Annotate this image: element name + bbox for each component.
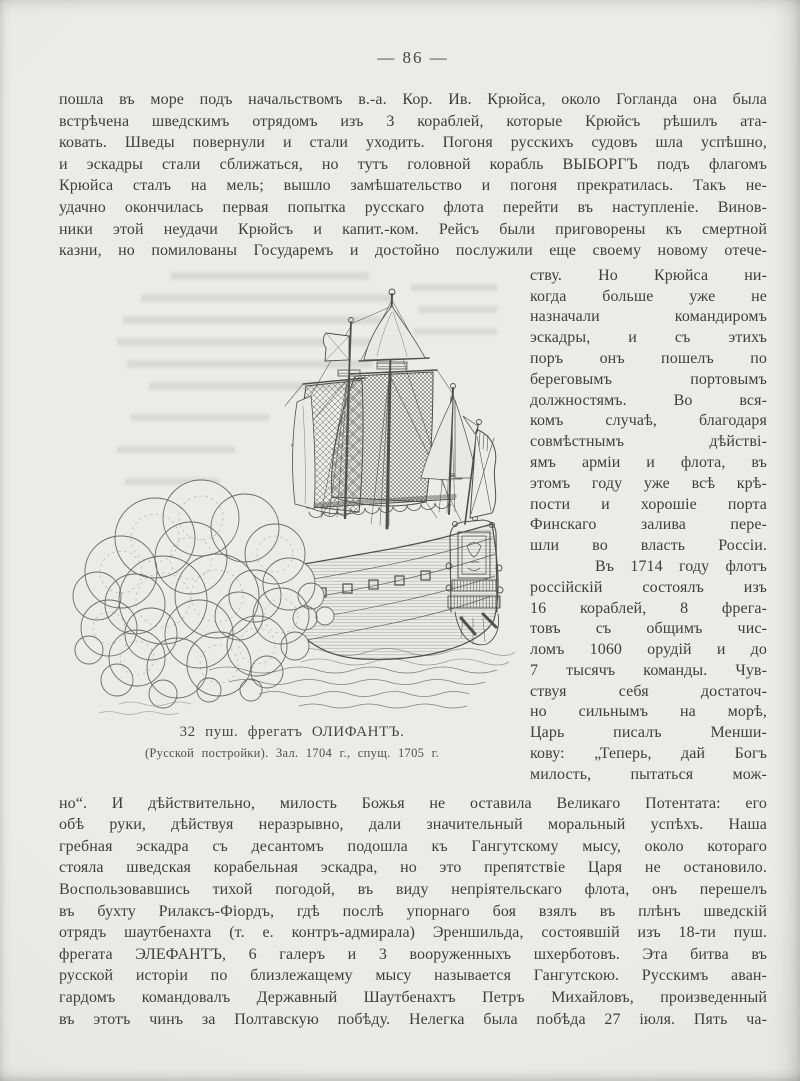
text-line: россійскій состоялъ изъ <box>530 578 767 596</box>
text-line: удачно окончилась первая попытка русскаго флота перейти въ наступленіе. Винов- <box>59 198 767 216</box>
text-line: Царь писалъ Менши- <box>530 724 767 742</box>
text-line: должностямъ. Во вся- <box>530 391 767 409</box>
ship-illustration-figure <box>59 266 525 786</box>
figure-caption-title: 32 пуш. фрегатъ ОЛИФАНТЪ. <box>179 723 405 740</box>
ship-engraving-image <box>59 266 525 718</box>
text-line: пости и хорошіе порта <box>530 495 767 513</box>
text-line: встрѣчена шведскимъ отрядомъ изъ 3 кораблей, которые Крюйсъ рѣшилъ ата- <box>59 112 767 130</box>
text-line: казни, но помилованы Государемъ и достойно послужили еще своему новому отече- <box>59 242 767 260</box>
text-line: но сильнымъ на морѣ, <box>530 703 767 721</box>
text-line: русской исторіи по близлежащему мысу называется Гангутскою. Русскимъ аван- <box>59 967 767 985</box>
figure-caption <box>59 724 525 761</box>
cannon-smoke-cloud <box>73 480 334 708</box>
text-line: и эскадры стали сближаться, но тутъ головной корабль ВЫБОРГЪ подъ флагомъ <box>59 155 767 173</box>
text-line: поръ онъ пошелъ по <box>530 349 767 367</box>
text-line: но“. И дѣйствительно, милость Божья не оставила Великаго Потентата: его <box>59 794 767 812</box>
text-line: въ этотъ чинъ за Полтавскую побѣду. Нелегка была побѣда 27 іюля. Пять ча- <box>59 1010 767 1028</box>
text-line: 16 кораблей, 8 фрега- <box>530 599 767 617</box>
text-line: назначали командиромъ <box>530 308 767 326</box>
text-line: ямъ арміи и флота, въ <box>530 453 767 471</box>
text-line: ломъ 1060 орудій и до <box>530 641 767 659</box>
text-line: стояла шведская корабельная эскадра, но это препятствіе Царя не остановило. <box>59 859 767 877</box>
text-line: Въ 1714 году флотъ <box>530 557 767 575</box>
text-line: отрядъ шаутбенахта (т. е. контръ-адмирала) Эреншильда, состоявшій изъ 18-ти пуш. <box>59 924 767 942</box>
text-line: Крюйса сталъ на мель; вышло замѣшательство и погоня прекратилась. Такъ не- <box>59 177 767 195</box>
right-column <box>530 266 767 786</box>
page-number: — 86 — <box>377 48 449 67</box>
text-line: береговымъ портовымъ <box>530 370 767 388</box>
text-line: когда больше уже не <box>530 287 767 305</box>
text-line: обѣ руки, дѣйствуя неразрывно, дали значительный моральный успѣхъ. Наша <box>59 816 767 834</box>
text-line: шли во власть Россіи. <box>530 537 767 555</box>
text-line: Финскаго залива пере- <box>530 516 767 534</box>
text-line: фрегата ЭЛЕФАНТЪ, 6 галеръ и 3 вооруженныхъ шхерботовъ. Эта битва въ <box>59 945 767 963</box>
text-line: эскадры, и съ этихъ <box>530 329 767 347</box>
text-line: кову: „Теперь, дай Богъ <box>530 745 767 763</box>
figure-caption-subtitle: (Русской постройки). Зал. 1704 г., спущ. 1705 г. <box>144 745 440 760</box>
text-line: въ бухту Рилаксъ-Фіордъ, гдѣ послѣ упорнаго боя взялъ въ плѣнъ шведскій <box>59 902 767 920</box>
text-line: гребная эскадра съ десантомъ подошла къ Гангутскому мысу, около котораго <box>59 837 767 855</box>
text-line: ству. Но Крюйса ни- <box>530 266 767 284</box>
text-line: пошла въ море подъ начальствомъ в.-а. Кор. Ив. Крюйса, около Гогланда она была <box>59 91 767 108</box>
text-line: милость, пытаться мож- <box>530 765 767 783</box>
middle-section <box>59 266 767 786</box>
text-line: этомъ году уже всѣ крѣ- <box>530 474 767 492</box>
text-line: совмѣстнымъ дѣйстві- <box>530 433 767 451</box>
text-line: 7 тысячъ команды. Чув- <box>530 661 767 679</box>
text-line: ствуя себя достаточ- <box>530 682 767 700</box>
text-line: Воспользовавшись тихой погодой, въ виду непріятельскаго флота, онъ перешелъ <box>59 881 767 899</box>
text-line: товъ съ общимъ чис- <box>530 620 767 638</box>
text-line: комъ случаѣ, благодаря <box>530 412 767 430</box>
text-line: гардомъ командовалъ Державный Шаутбенахтъ Петръ Михайловъ, произведенный <box>59 989 767 1007</box>
top-paragraph <box>59 89 767 262</box>
text-line: ковать. Шведы повернули и стали уходить. Погоня русскихъ судовъ шла успѣшно, <box>59 134 767 152</box>
bottom-paragraph <box>59 793 767 1031</box>
text-line: ники этой неудачи Крюйсъ и капит.-ком. Рейсъ были приговорены къ смертной <box>59 220 767 238</box>
